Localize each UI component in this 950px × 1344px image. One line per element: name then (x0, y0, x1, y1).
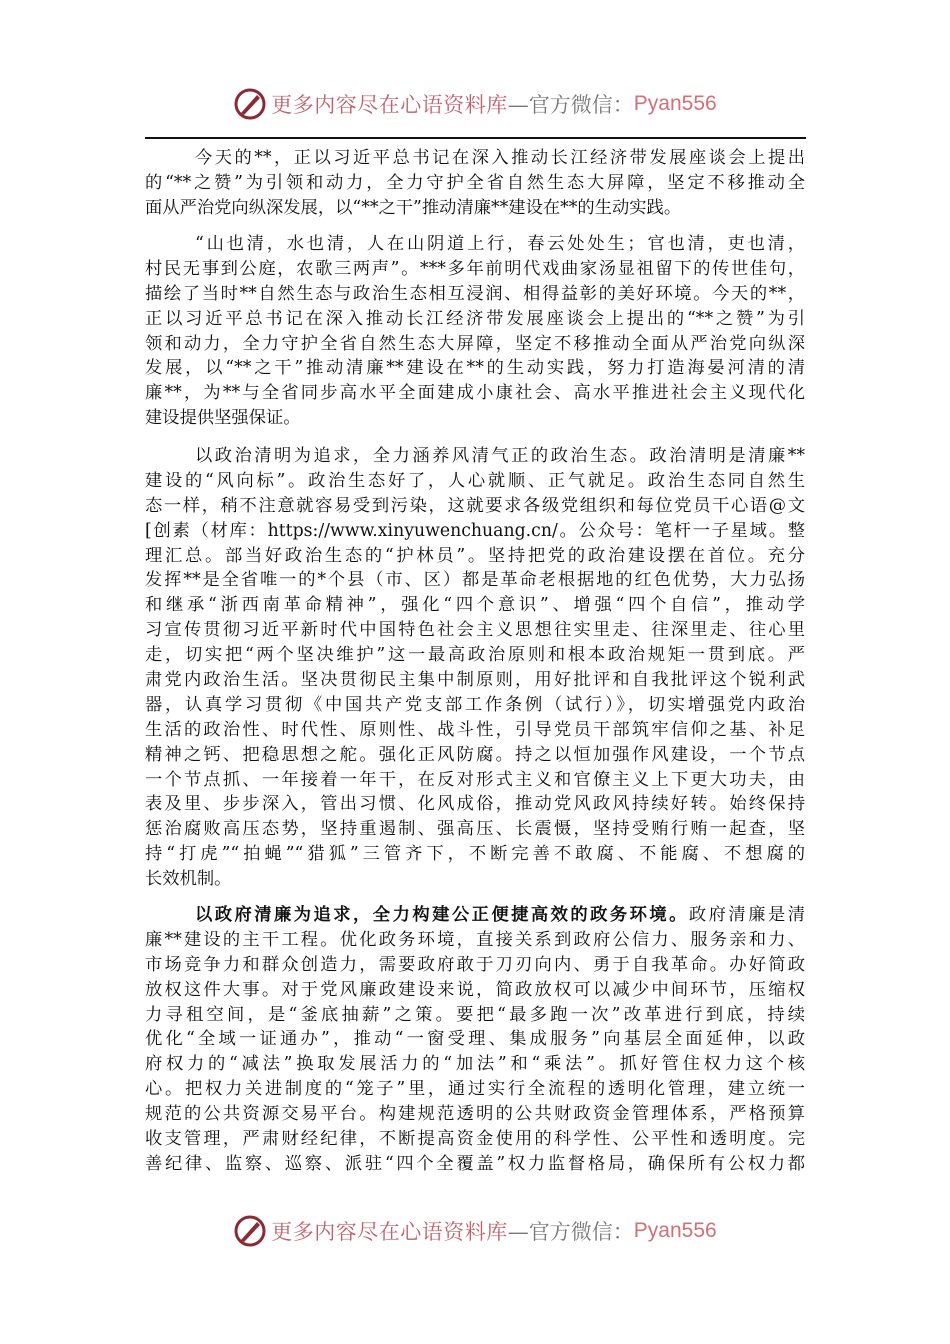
text-line: 以政治清明为追求，全力涵养风清气正的政治生态。政治清明是清廉** (195, 446, 805, 466)
banner-wechat-id: Pyan556 (633, 92, 717, 115)
text-line: 理汇总。部当好政治生态的“护林员”。坚持把党的政治建设摆在首位。充分 (145, 545, 805, 566)
text-line: 表及里、步步深入，管出习惯、化风成俗，推动党风政风持续好转。始终保持 (145, 794, 805, 815)
text-line: 面从严治党向纵深发展，以“**之干”推动清廉**建设在**的生动实践。 (145, 197, 682, 218)
text-line: 肃党内政治生活。坚决贯彻民主集中制原则，用好批评和自我批评这个锐利武 (145, 670, 805, 691)
text-line: 力寻租空间，是“釜底抽薪”之策。要把“最多跑一次”改革进行到底，持续 (145, 1004, 805, 1025)
pen-logo-icon (233, 87, 267, 121)
text-line: 正以习近平总书记在深入推动长江经济带发展座谈会上提出的“**之赞”为引 (145, 308, 805, 329)
banner-wechat-id: Pyan556 (633, 1219, 717, 1242)
text-line: 府权力的“减法”换取发展活力的“加法”和“乘法”。抓好管住权力这个核 (145, 1054, 805, 1075)
text-line: 领和动力，全力守护全省自然生态大屏障，坚定不移推动全面从严治党向纵深 (145, 333, 805, 354)
banner-separator-text: —官方微信： (507, 1220, 634, 1244)
text-line: 心。把权力关进制度的“笼子”里，通过实行全流程的透明化管理，建立统一 (145, 1079, 805, 1100)
header-rule (145, 137, 806, 139)
text-line: 习宣传贯彻习近平新时代中国特色社会主义思想往实里走、往深里走、往心里 (145, 620, 805, 641)
text-line: 长效机制。 (145, 869, 232, 890)
pen-logo-icon (233, 1214, 267, 1248)
text-line: 的“**之赞”为引领和动力，全力守护全省自然生态大屏障，坚定不移推动全 (145, 172, 805, 193)
text-line: 廉**，为**与全省同步高水平全面建成小康社会、高水平推进社会主义现代化 (145, 383, 805, 404)
text-line: 建设的“风向标”。政治生态好了，人心就顺、正气就足。政治生态同自然生 (145, 470, 805, 491)
text-line: 今天的**，正以习近平总书记在深入推动长江经济带发展座谈会上提出 (195, 148, 805, 168)
text-line: 态一样，稍不注意就容易受到污染，这就要求各级党组织和每位党员干心语@文 (145, 495, 805, 516)
text-line: 建设提供坚强保证。 (145, 408, 301, 429)
text-line: 村民无事到公庭，农歌三两声”。***多年前明代戏曲家汤显祖留下的传世佳句， (145, 258, 805, 279)
text-line: 和继承“浙西南革命精神”，强化“四个意识”、增强“四个自信”，推动学 (145, 595, 805, 616)
text-line: 发挥**是全省唯一的*个县（市、区）都是革命老根据地的红色优势，大力弘扬 (145, 570, 805, 591)
paragraph-poem (145, 232, 805, 431)
text-line (145, 903, 805, 928)
text-line: 发展，以“**之干”推动清廉**建设在**的生动实践，努力打造海晏河清的清 (145, 358, 805, 379)
banner-separator-text: —官方微信： (507, 93, 634, 117)
banner-site-text: 更多内容尽在心语资料库 (271, 93, 508, 117)
text-line: 规范的公共资源交易平台。构建规范透明的公共财政资金管理体系，严格预算 (145, 1104, 805, 1125)
text-line: 生活的政治性、时代性、原则性、战斗性，引导党员干部筑牢信仰之基、补足 (145, 719, 805, 740)
line-text: 政府清廉是清 (688, 905, 805, 925)
header-banner (0, 84, 950, 124)
text-line: 收支管理，严肃财经纪律，不断提高资金使用的科学性、公平性和透明度。完 (145, 1129, 805, 1150)
text-line: 描绘了当时**自然生态与政治生态相互浸润、相得益彰的美好环境。今天的**， (145, 283, 805, 304)
text-line: 持“打虎”“拍蝇”“猎狐”三管齐下，不断完善不敢腐、不能腐、不想腐的 (145, 844, 805, 865)
text-line: 走，切实把“两个坚决维护”这一最高政治原则和根本政治规矩一贯到底。严 (145, 645, 805, 666)
paragraph-intro (145, 146, 805, 221)
paragraph-political-clarity (145, 444, 805, 892)
bold-lead-sentence: 以政府清廉为追求，全力构建公正便捷高效的政务环境。 (195, 905, 689, 925)
text-line: 市场竞争力和群众创造力，需要政府敢于刀刃向内、勇于自我革命。办好简政 (145, 954, 805, 975)
text-line: 器，认真学习贯彻《中国共产党支部工作条例（试行）》，切实增强党内政治 (145, 694, 805, 715)
text-line: 善纪律、监察、巡察、派驻“四个全覆盖”权力监督格局，确保所有公权力都 (145, 1153, 805, 1174)
paragraph-government-integrity (145, 903, 805, 1177)
banner-site-text: 更多内容尽在心语资料库 (271, 1220, 508, 1244)
text-line: [创素（材库：https://www.xinyuwenchuang.cn/。公众号：笔杆一子星域。整 (145, 520, 805, 541)
text-line: 放权这件大事。对于党风廉政建设来说，简政放权可以减少中间环节，压缩权 (145, 979, 805, 1000)
text-line: “山也清，水也清，人在山阴道上行，春云处处生；官也清，吏也清， (195, 234, 805, 254)
footer-banner (0, 1211, 950, 1251)
text-line: 优化“全域一证通办”，推动“一窗受理、集成服务”向基层全面延伸，以政 (145, 1029, 805, 1050)
text-line: 廉**建设的主干工程。优化政务环境，直接关系到政府公信力、服务亲和力、 (145, 929, 805, 950)
text-line: 一个节点抓、一年接着一年干，在反对形式主义和官僚主义上下更大功夫，由 (145, 769, 805, 790)
text-line: 惩治腐败高压态势，坚持重遏制、强高压、长震慑，坚持受贿行贿一起查，坚 (145, 819, 805, 840)
text-line: 精神之钙、把稳思想之舵。强化正风防腐。持之以恒加强作风建设，一个节点 (145, 744, 805, 765)
